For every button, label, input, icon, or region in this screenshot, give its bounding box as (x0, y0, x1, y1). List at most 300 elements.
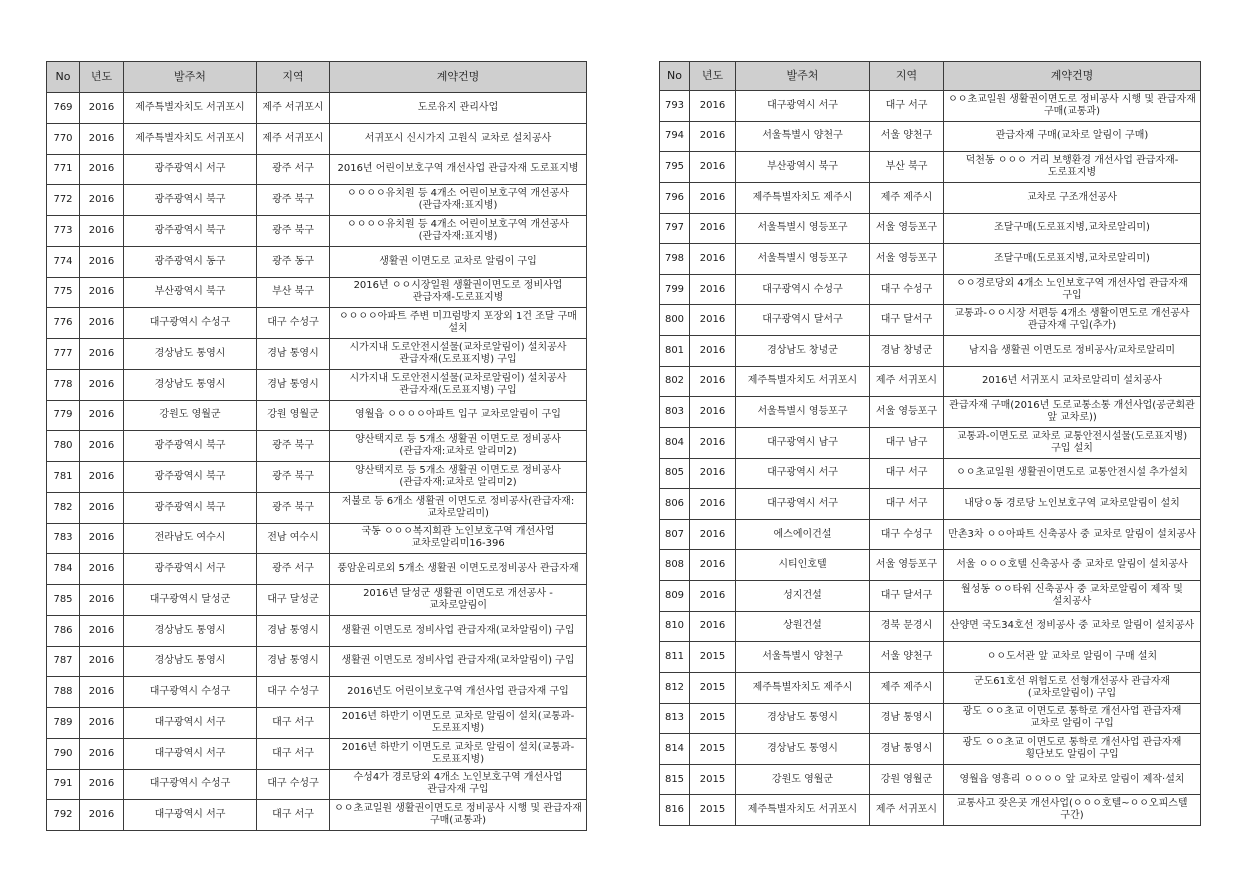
table-row (660, 305, 1201, 336)
cell-region: 전남 여수시 (257, 523, 330, 554)
cell-no: 809 (660, 581, 690, 612)
cell-no: 775 (47, 277, 80, 308)
table-row (47, 369, 587, 400)
cell-no: 794 (660, 121, 690, 152)
cell-region: 광주 동구 (257, 246, 330, 277)
cell-year: 2016 (80, 216, 124, 247)
cell-year: 2016 (80, 615, 124, 646)
cell-region: 대구 서구 (257, 708, 330, 739)
table-row (47, 462, 587, 493)
cell-client: 에스에이건설 (736, 519, 870, 550)
cell-no: 784 (47, 554, 80, 585)
cell-year: 2016 (80, 308, 124, 339)
cell-contract-title: 서귀포시 신시가지 고원식 교차로 설치공사 (330, 123, 587, 154)
cell-client: 경상남도 통영시 (124, 646, 257, 677)
cell-contract-title: ㅇㅇ초교일원 생활권이면도로 정비공사 시행 및 관급자재 구매(교통과) (944, 91, 1201, 122)
cell-client: 제주특별자치도 서귀포시 (124, 123, 257, 154)
cell-region: 서울 영등포구 (870, 397, 944, 428)
cell-year: 2016 (690, 458, 736, 489)
cell-client: 광주광역시 동구 (124, 246, 257, 277)
table-row (47, 554, 587, 585)
cell-year: 2016 (690, 336, 736, 367)
cell-no: 792 (47, 800, 80, 831)
cell-client: 대구광역시 서구 (736, 458, 870, 489)
cell-year: 2016 (80, 554, 124, 585)
cell-year: 2016 (690, 274, 736, 305)
cell-contract-title: 남지읍 생활권 이면도로 정비공사/교차로알리미 (944, 336, 1201, 367)
table-row (47, 400, 587, 431)
cell-no: 788 (47, 677, 80, 708)
cell-region: 제주 서귀포시 (257, 93, 330, 124)
cell-contract-title: 조달구매(도로표지병,교차로알리미) (944, 213, 1201, 244)
cell-no: 805 (660, 458, 690, 489)
cell-no: 771 (47, 154, 80, 185)
cell-no: 779 (47, 400, 80, 431)
cell-no: 781 (47, 462, 80, 493)
table-row (660, 489, 1201, 520)
cell-region: 강원 영월군 (257, 400, 330, 431)
cell-region: 서울 영등포구 (870, 550, 944, 581)
header-row (660, 62, 1201, 91)
cell-client: 대구광역시 서구 (736, 489, 870, 520)
table-row (660, 397, 1201, 428)
cell-client: 대구광역시 서구 (124, 800, 257, 831)
cell-no: 801 (660, 336, 690, 367)
cell-contract-title: 양산택지로 등 5개소 생활권 이면도로 정비공사(관급자재:교차로 알리미2) (330, 431, 587, 462)
cell-client: 제주특별자치도 제주시 (736, 672, 870, 703)
cell-contract-title: ㅇㅇ경로당외 4개소 노인보호구역 개선사업 관급자재 구입 (944, 274, 1201, 305)
table-row (660, 121, 1201, 152)
header-no: No (47, 62, 80, 93)
table-row (47, 185, 587, 216)
cell-contract-title: 양산택지로 등 5개소 생활권 이면도로 정비공사(관급자재:교차로 알리미2) (330, 462, 587, 493)
table-row (47, 708, 587, 739)
header-client: 발주처 (736, 62, 870, 91)
cell-region: 서울 양천구 (870, 642, 944, 673)
table-row (47, 646, 587, 677)
cell-year: 2016 (80, 738, 124, 769)
cell-year: 2016 (80, 369, 124, 400)
cell-year: 2015 (690, 795, 736, 826)
cell-region: 광주 북구 (257, 185, 330, 216)
cell-year: 2016 (80, 646, 124, 677)
cell-client: 제주특별자치도 서귀포시 (736, 366, 870, 397)
table-row (660, 91, 1201, 122)
cell-client: 경상남도 통영시 (736, 703, 870, 734)
cell-contract-title: 산양면 국도34호선 정비공사 중 교차로 알림이 설치공사 (944, 611, 1201, 642)
cell-contract-title: 군도61호선 위험도로 선형개선공사 관급자재(교차로알림이) 구입 (944, 672, 1201, 703)
cell-client: 서울특별시 영등포구 (736, 397, 870, 428)
cell-contract-title: 내당ㅇ동 경로당 노인보호구역 교차로알림이 설치 (944, 489, 1201, 520)
cell-region: 광주 북구 (257, 216, 330, 247)
cell-no: 814 (660, 734, 690, 765)
cell-no: 815 (660, 764, 690, 795)
cell-year: 2016 (80, 339, 124, 370)
table-row (47, 154, 587, 185)
table-row (47, 93, 587, 124)
table-row (47, 738, 587, 769)
cell-region: 대구 수성구 (257, 769, 330, 800)
cell-contract-title: 영월읍 영흥리 ㅇㅇㅇㅇ 앞 교차로 알림이 제작·설치 (944, 764, 1201, 795)
header-contract-title: 계약건명 (330, 62, 587, 93)
cell-no: 806 (660, 489, 690, 520)
cell-region: 광주 북구 (257, 492, 330, 523)
cell-year: 2016 (690, 427, 736, 458)
cell-region: 경남 통영시 (257, 615, 330, 646)
cell-contract-title: 시가지내 도로안전시설물(교차로알림이) 설치공사 관급자재(도로표지병) 구입 (330, 339, 587, 370)
cell-region: 제주 서귀포시 (257, 123, 330, 154)
cell-contract-title: 생활권 이면도로 교차로 알림이 구입 (330, 246, 587, 277)
cell-year: 2016 (690, 519, 736, 550)
cell-year: 2016 (690, 121, 736, 152)
cell-client: 광주광역시 서구 (124, 554, 257, 585)
cell-region: 서울 영등포구 (870, 244, 944, 275)
cell-no: 796 (660, 182, 690, 213)
cell-year: 2015 (690, 672, 736, 703)
cell-region: 대구 달서구 (870, 305, 944, 336)
cell-no: 799 (660, 274, 690, 305)
cell-region: 경남 통영시 (257, 646, 330, 677)
cell-year: 2016 (80, 708, 124, 739)
cell-no: 813 (660, 703, 690, 734)
cell-no: 785 (47, 585, 80, 616)
table-row (660, 458, 1201, 489)
cell-contract-title: ㅇㅇ초교일원 생활권이면도로 정비공사 시행 및 관급자재 구매(교통과) (330, 800, 587, 831)
cell-client: 강원도 영월군 (124, 400, 257, 431)
cell-contract-title: 국동 ㅇㅇㅇ복지회관 노인보호구역 개선사업 교차로알리미16-396 (330, 523, 587, 554)
header-region: 지역 (257, 62, 330, 93)
cell-client: 경상남도 통영시 (124, 339, 257, 370)
cell-client: 대구광역시 남구 (736, 427, 870, 458)
cell-contract-title: 2016년 하반기 이면도로 교차로 알림이 설치(교통과-도로표지병) (330, 738, 587, 769)
cell-year: 2016 (80, 154, 124, 185)
cell-region: 서울 영등포구 (870, 213, 944, 244)
cell-region: 부산 북구 (870, 152, 944, 183)
cell-client: 경상남도 통영시 (124, 369, 257, 400)
cell-no: 803 (660, 397, 690, 428)
cell-year: 2016 (80, 677, 124, 708)
cell-no: 774 (47, 246, 80, 277)
cell-client: 대구광역시 수성구 (124, 677, 257, 708)
cell-region: 경남 통영시 (257, 339, 330, 370)
cell-client: 광주광역시 북구 (124, 492, 257, 523)
cell-year: 2015 (690, 734, 736, 765)
table-row (47, 339, 587, 370)
cell-contract-title: 2016년도 어린이보호구역 개선사업 관급자재 구입 (330, 677, 587, 708)
cell-year: 2016 (80, 431, 124, 462)
cell-no: 798 (660, 244, 690, 275)
contract-table-left (46, 61, 587, 831)
cell-year: 2016 (690, 244, 736, 275)
cell-contract-title: 광도 ㅇㅇ초교 이면도로 통학로 개선사업 관급자재 교차로 알림이 구입 (944, 703, 1201, 734)
cell-year: 2015 (690, 642, 736, 673)
cell-year: 2016 (690, 213, 736, 244)
cell-contract-title: 2016년 ㅇㅇ시장일원 생활권이면도로 정비사업 관급자재-도로표지병 (330, 277, 587, 308)
cell-client: 강원도 영월군 (736, 764, 870, 795)
cell-region: 경남 통영시 (870, 703, 944, 734)
cell-region: 광주 북구 (257, 462, 330, 493)
cell-contract-title: 2016년 달성군 생활권 이면도로 개선공사 - 교차로알림이 (330, 585, 587, 616)
cell-no: 816 (660, 795, 690, 826)
cell-region: 제주 제주시 (870, 672, 944, 703)
cell-client: 서울특별시 양천구 (736, 121, 870, 152)
cell-client: 광주광역시 북구 (124, 462, 257, 493)
cell-client: 대구광역시 서구 (736, 91, 870, 122)
cell-client: 대구광역시 수성구 (124, 308, 257, 339)
cell-region: 강원 영월군 (870, 764, 944, 795)
cell-contract-title: 2016년 어린이보호구역 개선사업 관급자재 도로표지병 (330, 154, 587, 185)
cell-region: 광주 서구 (257, 154, 330, 185)
cell-contract-title: 2016년 서귀포시 교차로알리미 설치공사 (944, 366, 1201, 397)
cell-client: 서울특별시 영등포구 (736, 213, 870, 244)
cell-year: 2016 (80, 246, 124, 277)
header-year: 년도 (690, 62, 736, 91)
cell-no: 783 (47, 523, 80, 554)
table-row (47, 677, 587, 708)
cell-contract-title: 광도 ㅇㅇ초교 이면도로 통학로 개선사업 관급자재 횡단보도 알림이 구입 (944, 734, 1201, 765)
cell-contract-title: ㅇㅇㅇㅇ아파트 주변 미끄럼방지 포장외 1건 조달 구매 설치 (330, 308, 587, 339)
cell-contract-title: 월성동 ㅇㅇ타워 신축공사 중 교차로알림이 제작 및 설치공사 (944, 581, 1201, 612)
table-row (660, 734, 1201, 765)
header-year: 년도 (80, 62, 124, 93)
cell-year: 2016 (690, 366, 736, 397)
table-row (47, 431, 587, 462)
cell-year: 2016 (80, 585, 124, 616)
cell-region: 경북 문경시 (870, 611, 944, 642)
cell-year: 2016 (80, 400, 124, 431)
cell-client: 서울특별시 영등포구 (736, 244, 870, 275)
cell-contract-title: 관급자재 구매(2016년 도로교통소통 개선사업(공군회관 앞 교차로)) (944, 397, 1201, 428)
cell-year: 2016 (690, 611, 736, 642)
table-row (660, 519, 1201, 550)
cell-no: 790 (47, 738, 80, 769)
cell-no: 780 (47, 431, 80, 462)
cell-client: 제주특별자치도 제주시 (736, 182, 870, 213)
table-row (660, 795, 1201, 826)
cell-region: 대구 서구 (870, 458, 944, 489)
cell-client: 부산광역시 북구 (124, 277, 257, 308)
cell-contract-title: ㅇㅇㅇㅇ유치원 등 4개소 어린이보호구역 개선공사(관급자재:표지병) (330, 185, 587, 216)
cell-no: 804 (660, 427, 690, 458)
cell-contract-title: 시가지내 도로안전시설물(교차로알림이) 설치공사 관급자재(도로표지병) 구입 (330, 369, 587, 400)
cell-region: 제주 제주시 (870, 182, 944, 213)
table-row (660, 274, 1201, 305)
cell-year: 2016 (80, 462, 124, 493)
cell-client: 경상남도 통영시 (124, 615, 257, 646)
cell-contract-title: 수성4가 경로당외 4개소 노인보호구역 개선사업 관급자재 구입 (330, 769, 587, 800)
cell-year: 2016 (690, 182, 736, 213)
cell-region: 서울 양천구 (870, 121, 944, 152)
cell-year: 2016 (80, 769, 124, 800)
cell-client: 대구광역시 수성구 (736, 274, 870, 305)
cell-contract-title: ㅇㅇㅇㅇ유치원 등 4개소 어린이보호구역 개선공사(관급자재:표지병) (330, 216, 587, 247)
contract-table-right (659, 61, 1201, 826)
cell-year: 2016 (690, 581, 736, 612)
cell-region: 대구 서구 (870, 91, 944, 122)
table-body-left (47, 93, 587, 831)
cell-no: 797 (660, 213, 690, 244)
table-row (660, 581, 1201, 612)
table-row (47, 492, 587, 523)
cell-no: 800 (660, 305, 690, 336)
table-row (47, 769, 587, 800)
cell-contract-title: 교차로 구조개선공사 (944, 182, 1201, 213)
cell-no: 811 (660, 642, 690, 673)
table-row (660, 152, 1201, 183)
cell-no: 795 (660, 152, 690, 183)
header-contract-title: 계약건명 (944, 62, 1201, 91)
table-row (660, 764, 1201, 795)
cell-year: 2016 (80, 185, 124, 216)
table-row (660, 611, 1201, 642)
cell-no: 793 (660, 91, 690, 122)
cell-year: 2016 (80, 523, 124, 554)
cell-contract-title: 풍암운리로외 5개소 생활권 이면도로정비공사 관급자재 (330, 554, 587, 585)
table-row (660, 182, 1201, 213)
cell-year: 2016 (80, 93, 124, 124)
cell-client: 대구광역시 수성구 (124, 769, 257, 800)
cell-client: 대구광역시 달성군 (124, 585, 257, 616)
cell-year: 2016 (690, 152, 736, 183)
cell-contract-title: 도로유지 관리사업 (330, 93, 587, 124)
cell-no: 812 (660, 672, 690, 703)
cell-region: 대구 달서구 (870, 581, 944, 612)
cell-no: 778 (47, 369, 80, 400)
cell-region: 대구 수성구 (257, 308, 330, 339)
cell-year: 2016 (690, 489, 736, 520)
cell-contract-title: 2016년 하반기 이면도로 교차로 알림이 설치(교통과-도로표지병) (330, 708, 587, 739)
table-row (660, 213, 1201, 244)
cell-year: 2016 (690, 397, 736, 428)
cell-region: 광주 북구 (257, 431, 330, 462)
cell-no: 786 (47, 615, 80, 646)
cell-region: 제주 서귀포시 (870, 795, 944, 826)
cell-no: 777 (47, 339, 80, 370)
cell-client: 서울특별시 양천구 (736, 642, 870, 673)
cell-no: 808 (660, 550, 690, 581)
header-no: No (660, 62, 690, 91)
table-row (47, 308, 587, 339)
cell-contract-title: 저불로 등 6개소 생활권 이면도로 정비공사(관급자재:교차로알리미) (330, 492, 587, 523)
header-row (47, 62, 587, 93)
cell-client: 성지건설 (736, 581, 870, 612)
cell-region: 대구 남구 (870, 427, 944, 458)
cell-contract-title: 생활권 이면도로 정비사업 관급자재(교차알림이) 구입 (330, 615, 587, 646)
cell-no: 791 (47, 769, 80, 800)
header-client: 발주처 (124, 62, 257, 93)
cell-no: 802 (660, 366, 690, 397)
table-body-right (660, 91, 1201, 826)
cell-contract-title: 교통과-ㅇㅇ시장 서편등 4개소 생활이면도로 개선공사 관급자재 구입(추가) (944, 305, 1201, 336)
cell-region: 경남 통영시 (870, 734, 944, 765)
cell-contract-title: ㅇㅇ초교일원 생활권이면도로 교통안전시설 추가설치 (944, 458, 1201, 489)
cell-region: 경남 창녕군 (870, 336, 944, 367)
table-row (47, 216, 587, 247)
cell-region: 경남 통영시 (257, 369, 330, 400)
table-row (660, 366, 1201, 397)
cell-client: 시티인호텔 (736, 550, 870, 581)
cell-region: 대구 수성구 (870, 519, 944, 550)
cell-no: 810 (660, 611, 690, 642)
cell-contract-title: 덕천동 ㅇㅇㅇ 거리 보행환경 개선사업 관급자재-도로표지병 (944, 152, 1201, 183)
cell-contract-title: 관급자재 구매(교차로 알림이 구매) (944, 121, 1201, 152)
cell-no: 769 (47, 93, 80, 124)
cell-year: 2016 (80, 800, 124, 831)
cell-contract-title: 교통과-이면도로 교차로 교통안전시설물(도로표지병) 구입 설치 (944, 427, 1201, 458)
table-row (47, 585, 587, 616)
cell-region: 대구 서구 (257, 738, 330, 769)
cell-year: 2016 (690, 305, 736, 336)
cell-no: 772 (47, 185, 80, 216)
cell-client: 대구광역시 달서구 (736, 305, 870, 336)
cell-client: 부산광역시 북구 (736, 152, 870, 183)
table-row (47, 246, 587, 277)
cell-no: 807 (660, 519, 690, 550)
cell-region: 제주 서귀포시 (870, 366, 944, 397)
cell-client: 경상남도 통영시 (736, 734, 870, 765)
cell-region: 부산 북구 (257, 277, 330, 308)
table-row (47, 123, 587, 154)
table-row (660, 672, 1201, 703)
table-row (47, 615, 587, 646)
cell-year: 2016 (690, 550, 736, 581)
cell-no: 789 (47, 708, 80, 739)
cell-client: 전라남도 여수시 (124, 523, 257, 554)
cell-contract-title: 교통사고 잦은곳 개선사업(ㅇㅇㅇ호텔~ㅇㅇ오피스텔 구간) (944, 795, 1201, 826)
cell-year: 2015 (690, 764, 736, 795)
cell-region: 광주 서구 (257, 554, 330, 585)
cell-client: 제주특별자치도 서귀포시 (736, 795, 870, 826)
cell-region: 대구 서구 (257, 800, 330, 831)
cell-client: 경상남도 창녕군 (736, 336, 870, 367)
cell-client: 상원건설 (736, 611, 870, 642)
cell-contract-title: 만촌3차 ㅇㅇ아파트 신축공사 중 교차로 알림이 설치공사 (944, 519, 1201, 550)
table-row (47, 523, 587, 554)
cell-client: 광주광역시 북구 (124, 216, 257, 247)
cell-year: 2016 (80, 492, 124, 523)
cell-year: 2016 (80, 277, 124, 308)
cell-no: 776 (47, 308, 80, 339)
cell-no: 787 (47, 646, 80, 677)
cell-contract-title: 영월읍 ㅇㅇㅇㅇ아파트 입구 교차로알림이 구입 (330, 400, 587, 431)
table-row (660, 550, 1201, 581)
table-row (47, 277, 587, 308)
cell-client: 광주광역시 서구 (124, 154, 257, 185)
cell-contract-title: 서울 ㅇㅇㅇ호텔 신축공사 중 교차로 알림이 설치공사 (944, 550, 1201, 581)
cell-client: 제주특별자치도 서귀포시 (124, 93, 257, 124)
cell-contract-title: 생활권 이면도로 정비사업 관급자재(교차알림이) 구입 (330, 646, 587, 677)
cell-region: 대구 수성구 (257, 677, 330, 708)
cell-client: 대구광역시 서구 (124, 738, 257, 769)
table-row (660, 427, 1201, 458)
cell-client: 광주광역시 북구 (124, 185, 257, 216)
header-region: 지역 (870, 62, 944, 91)
table-row (660, 642, 1201, 673)
table-row (660, 336, 1201, 367)
cell-region: 대구 수성구 (870, 274, 944, 305)
cell-region: 대구 달성군 (257, 585, 330, 616)
cell-year: 2016 (80, 123, 124, 154)
cell-region: 대구 서구 (870, 489, 944, 520)
cell-no: 773 (47, 216, 80, 247)
cell-no: 782 (47, 492, 80, 523)
cell-client: 광주광역시 북구 (124, 431, 257, 462)
table-row (47, 800, 587, 831)
table-row (660, 244, 1201, 275)
cell-no: 770 (47, 123, 80, 154)
cell-contract-title: 조달구매(도로표지병,교차로알리미) (944, 244, 1201, 275)
cell-year: 2015 (690, 703, 736, 734)
